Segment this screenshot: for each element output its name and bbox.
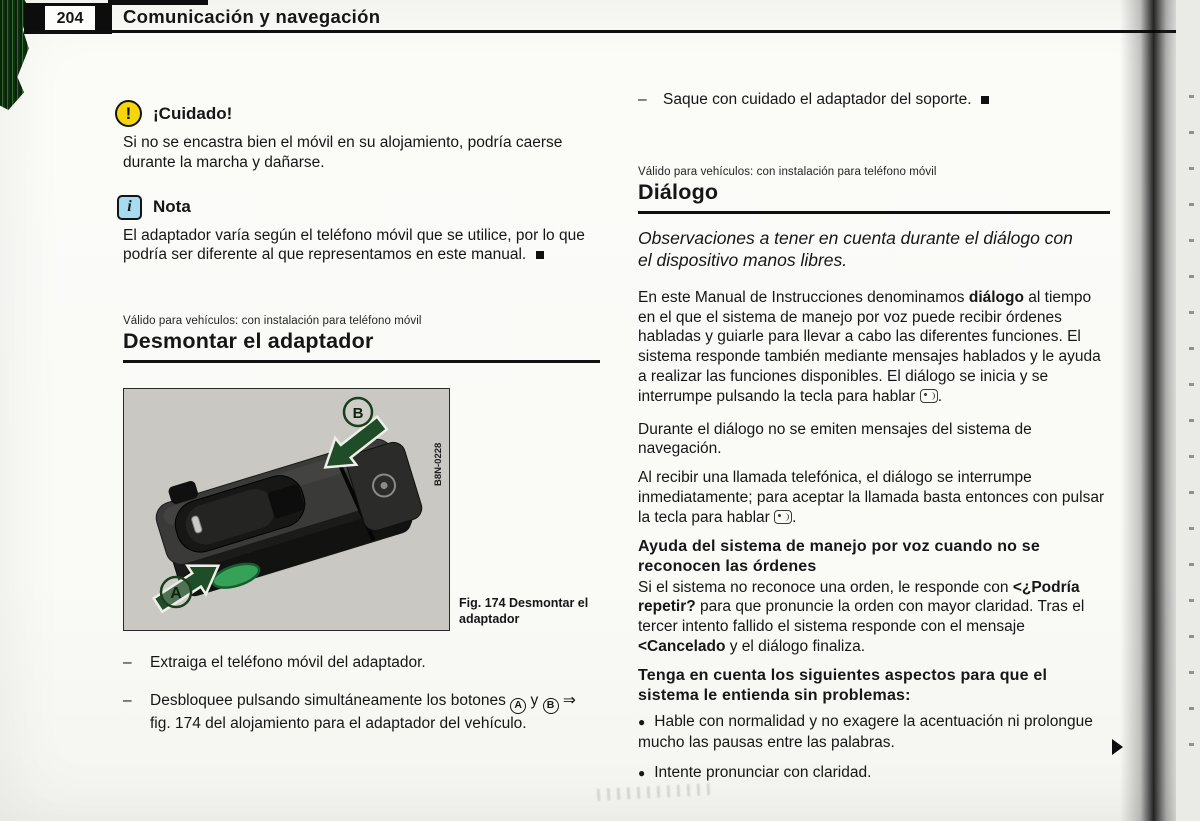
bullet-text: Hable con normalidad y no exagere la acentuación ni prolongue mucho las pausas entre las palabras. — [638, 712, 1093, 751]
paragraph: Si el sistema no reconoce una orden, le responde con <¿Podría repetir? para que pronuncie la orden con mayor claridad. Tras el tercer intento fallido el sistema responde con el mensaje <Cancelado y el diálogo finaliza. — [638, 578, 1085, 655]
bullet-marker: ● — [638, 766, 646, 781]
step-list — [123, 653, 600, 733]
figure-image — [123, 388, 450, 631]
figure-caption: Fig. 174 Desmontar el adaptador — [459, 596, 589, 627]
paragraph: Durante el diálogo no se emiten mensajes del sistema de navegación. — [638, 420, 1032, 458]
list-item — [638, 90, 1110, 110]
paragraph: En este Manual de Instrucciones denominamos diálogo al tiempo en el que el sistema de manejo por voz puede recibir órdenes habladas y guiarle para llevar a cabo las diferentes funciones. El sistema responde también mediante mensajes hablados y le ayuda a realizar las funciones disponibles. El diálogo se inicia y se interrumpe pulsando la tecla para hablar . — [638, 288, 1101, 405]
caution-title: ¡Cuidado! — [153, 103, 233, 123]
caution-body: Si no se encastra bien el móvil en su alojamiento, podría caerse durante la marcha y dañarse. — [123, 134, 563, 171]
chapter-title: Comunicación y navegación — [123, 6, 381, 27]
button-b-reference: B — [543, 698, 559, 714]
next-page-text-bleed — [1189, 95, 1194, 765]
paragraph: Al recibir una llamada telefónica, el diálogo se interrumpe inmediatamente; para aceptar la llamada basta entonces con pulsar la tecla para hablar . — [638, 469, 1105, 526]
list-item — [638, 712, 1110, 753]
bullet-text: Intente pronunciar con claridad. — [654, 764, 872, 782]
bullet-list — [638, 712, 1110, 784]
subheading-ayuda: Ayuda del sistema de manejo por voz cuando no se reconocen las órdenes — [638, 537, 1040, 575]
step-text: Extraiga el teléfono móvil del adaptador. — [150, 654, 426, 672]
next-page-edge — [1176, 0, 1200, 821]
note-body: El adaptador varía según el teléfono móvil que se utilice, por lo que podría ser diferente al que representamos en este manual. — [123, 226, 585, 264]
right-column — [638, 0, 1110, 784]
figure-label-b: B — [352, 405, 364, 423]
dash-marker: – — [123, 691, 132, 709]
section-lead: Observaciones a tener en cuenta durante el diálogo con el dispositivo manos libres. — [638, 227, 1073, 271]
list-item — [123, 691, 600, 734]
validity-note: Válido para vehículos: con instalación para teléfono móvil — [123, 315, 422, 328]
caution-admonition — [123, 100, 600, 173]
book-binding-shadow — [1120, 0, 1178, 821]
end-of-section-square — [536, 251, 544, 259]
dash-marker: – — [638, 91, 647, 108]
end-of-section-square — [981, 96, 989, 104]
step-text: Desbloquee pulsando simultáneamente los botones A y B ⇒ fig. 174 del alojamiento para el adaptador del vehículo. — [150, 691, 576, 732]
button-a-reference: A — [510, 698, 526, 714]
note-title: Nota — [153, 197, 191, 217]
adapter-illustration — [124, 389, 449, 630]
section-title-desmontar: Desmontar el adaptador — [123, 329, 600, 363]
list-item — [638, 763, 1110, 784]
bullet-marker: ● — [638, 714, 646, 729]
figure-code: B8N-0228 — [433, 442, 444, 487]
figure-label-a: A — [170, 585, 182, 603]
page-number: 204 — [45, 6, 95, 31]
note-admonition — [123, 195, 600, 266]
figure-174 — [123, 388, 600, 631]
section-title-dialogo: Diálogo — [638, 180, 1110, 214]
caution-icon: ! — [115, 100, 142, 127]
left-column — [123, 0, 600, 734]
subheading-tenga-en-cuenta: Tenga en cuenta los siguientes aspectos para que el sistema le entienda sin problemas: — [638, 666, 1048, 704]
pencil-smudge — [597, 783, 712, 801]
step-text: Saque con cuidado el adaptador del soporte. — [663, 90, 989, 110]
list-item — [123, 653, 600, 673]
talk-key-icon — [920, 389, 938, 403]
validity-note: Válido para vehículos: con instalación para teléfono móvil — [638, 165, 937, 178]
talk-key-icon — [774, 510, 792, 524]
note-icon: i — [117, 195, 142, 220]
dash-marker: – — [123, 654, 132, 672]
